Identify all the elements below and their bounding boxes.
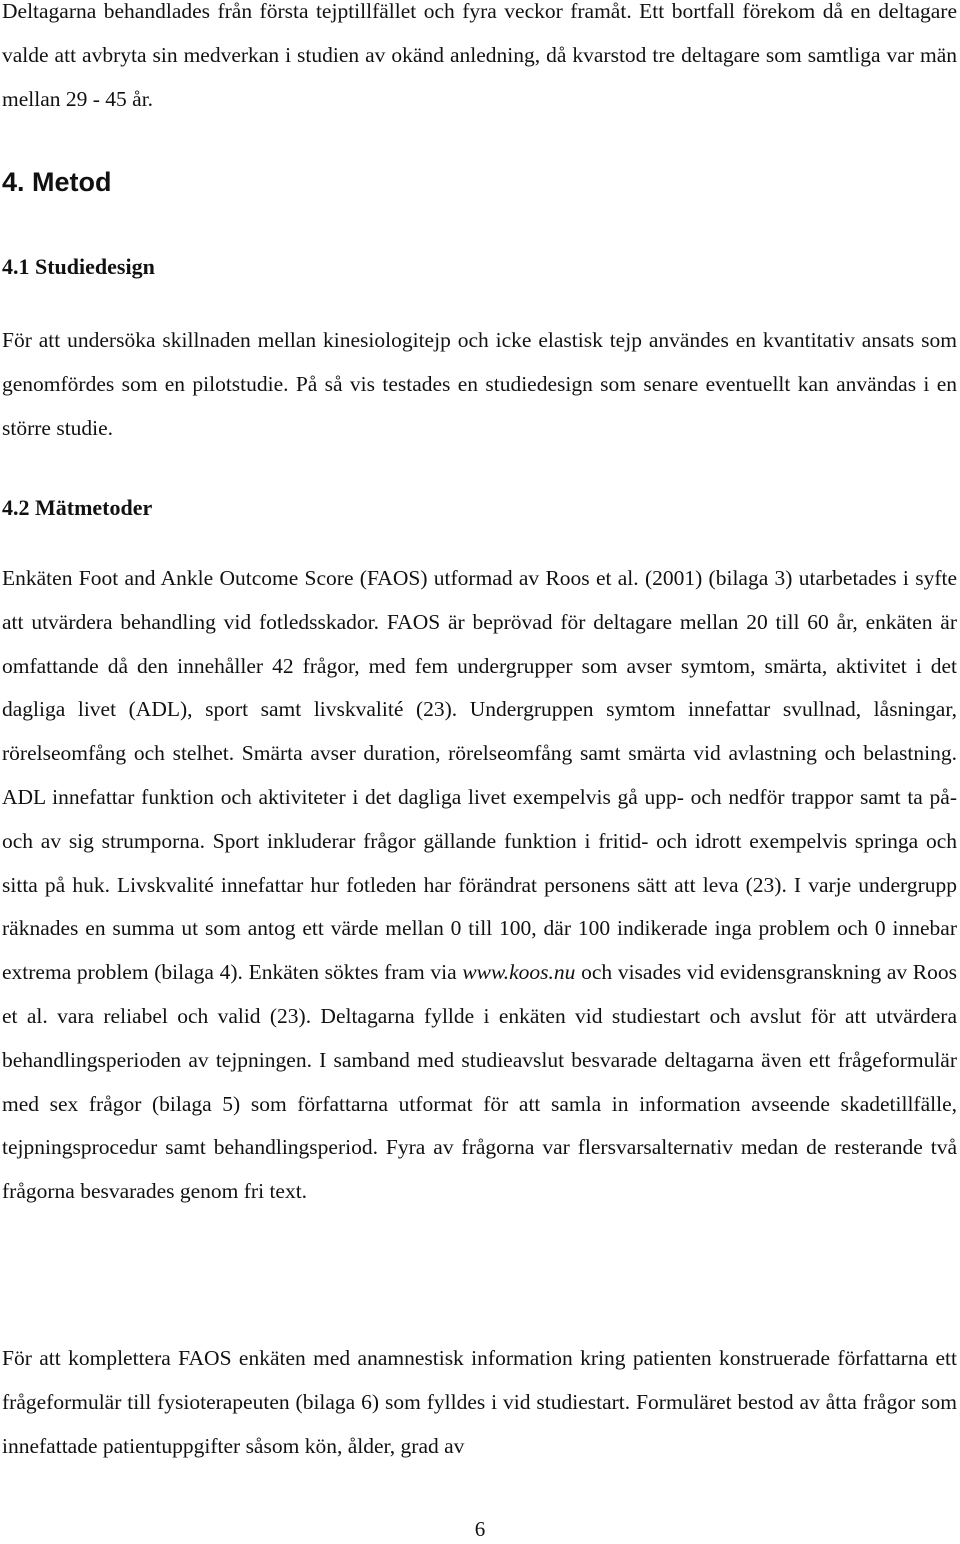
intro-paragraph: Deltagarna behandlades från första tejptillfället och fyra veckor framåt. Ett bortfall förekom då en deltagare valde att avbryta sin medverkan i studien av okänd anledning, då kvarstod tre deltagare som samtliga var män mellan 29 - 45 år. bbox=[2, 0, 957, 111]
paragraph-text-before-link: Enkäten Foot and Ankle Outcome Score (FAOS) utformad av Roos et al. (2001) (bilaga 3) utarbetades i syfte att utvärdera behandling vid fotledsskador. FAOS är beprövad för deltagare mellan 20 till 60 år, enkäten är omfattande då den innehåller 42 frågor, med fem undergrupper som avser symtom, smärta, aktivitet i det dagliga livet (ADL), sport samt livskvalité (23). Undergruppen symtom innefattar svullnad, låsningar, rörelseomfång och stelhet. Smärta avser duration, rörelseomfång samt smärta vid avlastning och belastning. ADL innefattar funktion och aktiviteter i det dagliga livet exempelvis gå upp- och nedför trappor samt ta på- och av sig strumporna. Sport inkluderar frågor gällande funktion i fritid- och idrott exempelvis springa och sitta på huk. Livskvalité innefattar hur fotleden har förändrat personens sätt att leva (23). I varje undergrupp räknades en summa ut som antog ett värde mellan 0 till 100, där 100 indikerade inga problem och 0 innebar extrema problem (bilaga 4). Enkäten söktes fram via bbox=[2, 566, 957, 985]
studiedesign-paragraph: För att undersöka skillnaden mellan kinesiologitejp och icke elastisk tejp användes en kvantitativ ansats som genomfördes som en pilotstudie. På så vis testades en studiedesign som senare eventuellt kan användas i en större studie. bbox=[2, 328, 957, 440]
section-heading: 4. Metod bbox=[2, 167, 112, 197]
subsection-heading-studiedesign: 4.1 Studiedesign bbox=[2, 254, 155, 279]
matmetoder-paragraph-1 bbox=[2, 557, 957, 1214]
page-number: 6 bbox=[474, 1517, 486, 1541]
matmetoder-paragraph-2: För att komplettera FAOS enkäten med anamnestisk information kring patienten konstruerade författarna ett frågeformulär till fysioterapeuten (bilaga 6) som fylldes i vid studiestart. Formuläret bestod av åtta frågor som innefattade patientuppgifter såsom kön, ålder, grad av bbox=[2, 1346, 957, 1458]
subsection-heading-matmetoder: 4.2 Mätmetoder bbox=[2, 495, 153, 520]
koos-link[interactable]: www.koos.nu bbox=[462, 960, 576, 985]
paragraph-text-after-link: och visades vid evidensgranskning av Roos et al. vara reliabel och valid (23). Deltagarna fyllde i enkäten vid studiestart och avslut för att utvärdera behandlingsperioden av tejpningen. I samband med studieavslut besvarade deltagarna även ett frågeformulär med sex frågor (bilaga 5) som författarna utformat för att samla in information avseende skadetillfälle, tejpningsprocedur samt behandlingsperiod. Fyra av frågorna var flersvarsalternativ medan de resterande två frågorna besvarades genom fri text. bbox=[2, 960, 958, 1204]
